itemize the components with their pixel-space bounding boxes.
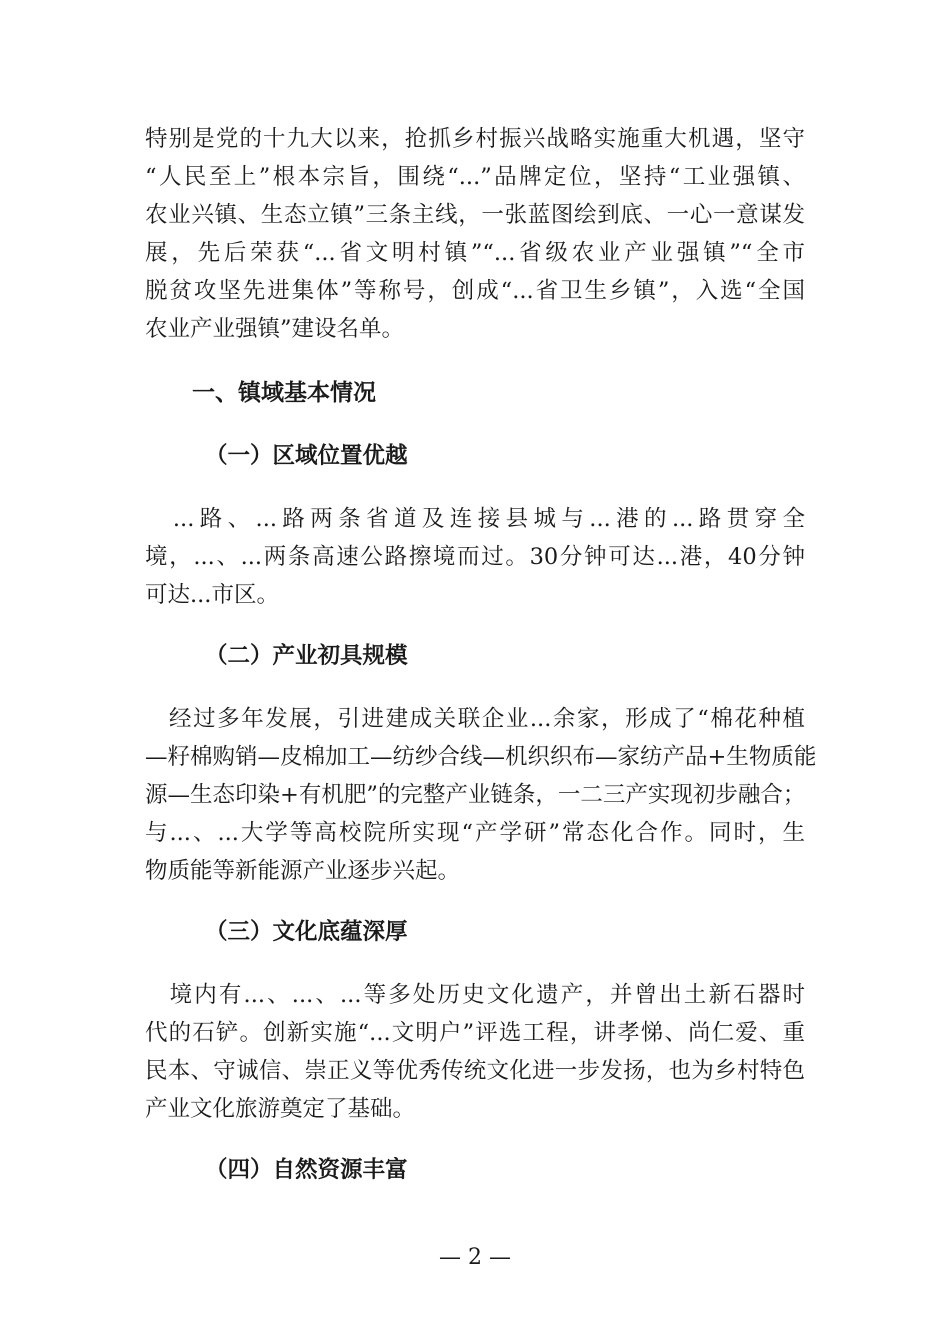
paragraph-line: 境内有...、...、...等多处历史文化遗产，并曾出土新石器时	[145, 982, 805, 1008]
intro-line: “人民至上”根本宗旨，围绕“...”品牌定位，坚持“工业强镇、	[145, 164, 805, 190]
paragraph-line: —籽棉购销—皮棉加工—纺纱合线—机织织布—家纺产品+生物质能	[145, 744, 817, 770]
paragraph-line: ...路、...路两条省道及连接县城与...港的...路贯穿全	[145, 506, 805, 532]
intro-line: 农业产业强镇”建设名单。	[145, 316, 405, 342]
subsection-heading: （一）区域位置优越	[205, 443, 408, 469]
intro-line: 特别是党的十九大以来，抢抓乡村振兴战略实施重大机遇，坚守	[145, 126, 805, 152]
paragraph-line: 可达...市区。	[145, 582, 279, 608]
subsection-heading: （四）自然资源丰富	[205, 1157, 408, 1183]
paragraph-line: 物质能等新能源产业逐步兴起。	[145, 858, 461, 884]
paragraph-line: 源—生态印染+有机肥”的完整产业链条，一二三产实现初步融合；	[145, 782, 806, 808]
paragraph-line: 产业文化旅游奠定了基础。	[145, 1096, 416, 1122]
subsection-heading: （二）产业初具规模	[205, 643, 408, 669]
paragraph-line: 民本、守诚信、崇正义等优秀传统文化进一步发扬，也为乡村特色	[145, 1058, 805, 1084]
subsection-heading: （三）文化底蕴深厚	[205, 919, 408, 945]
paragraph-line: 经过多年发展，引进建成关联企业...余家，形成了“棉花种植	[145, 706, 805, 732]
intro-line: 脱贫攻坚先进集体”等称号，创成“...省卫生乡镇”，入选“全国	[145, 278, 805, 304]
intro-line: 展，先后荣获“...省文明村镇”“...省级农业产业强镇”“全市	[145, 240, 805, 266]
section-heading: 一、镇域基本情况	[192, 380, 376, 406]
intro-line: 农业兴镇、生态立镇”三条主线，一张蓝图绘到底、一心一意谋发	[145, 202, 805, 228]
paragraph-line: 与...、...大学等高校院所实现“产学研”常态化合作。同时，生	[145, 820, 805, 846]
paragraph-line: 境，...、...两条高速公路擦境而过。30分钟可达...港，40分钟	[145, 544, 805, 570]
page-number: — 2 —	[439, 1245, 511, 1270]
paragraph-line: 代的石铲。创新实施“...文明户”评选工程，讲孝悌、尚仁爱、重	[145, 1020, 805, 1046]
